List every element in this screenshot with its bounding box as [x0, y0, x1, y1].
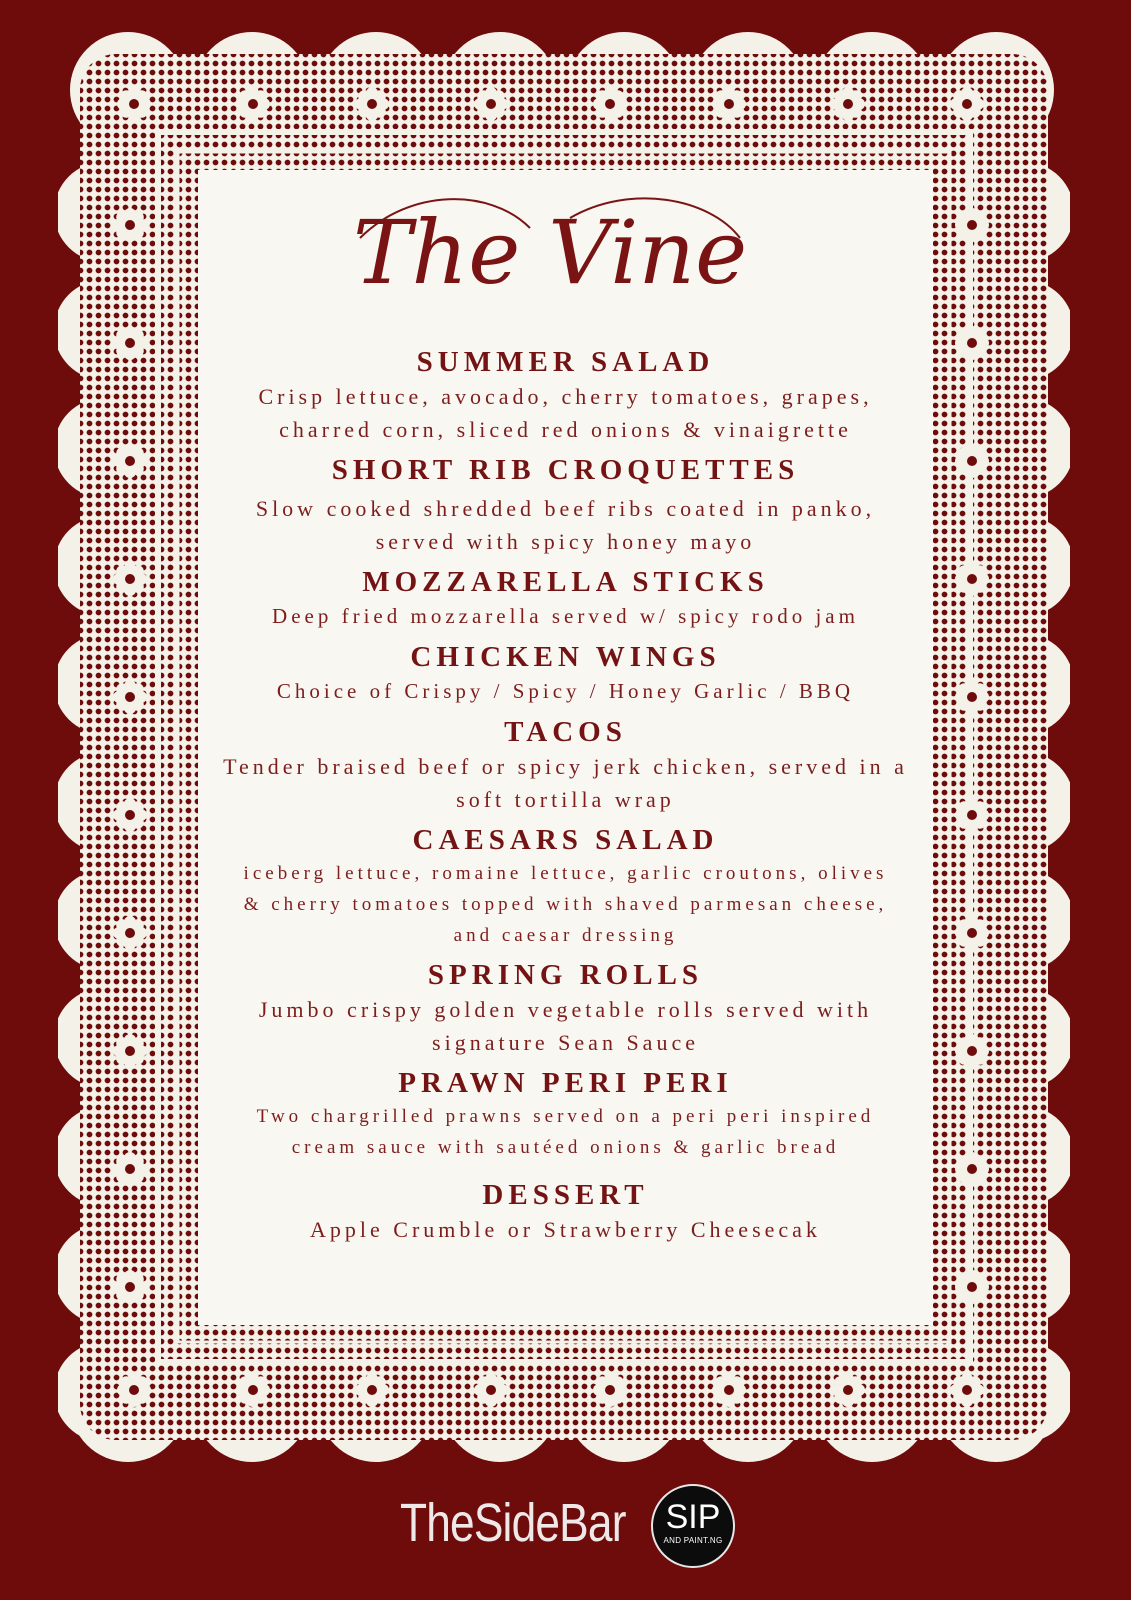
sip-logo [651, 1484, 735, 1568]
brand-title: The Vine [352, 201, 748, 304]
menu-item-description: Apple Crumble or Strawberry Cheesecak [310, 1217, 821, 1242]
menu-item-description: iceberg lettuce, romaine lettuce, garlic croutons, olives & cherry tomatoes topped with shaved parmesan cheese, and caesar dressing [243, 863, 888, 946]
menu-item-description: Choice of Crispy / Spicy / Honey Garlic / BBQ [276, 679, 855, 703]
menu-item [198, 714, 933, 816]
menu-item-description: Tender braised beef or spicy jerk chicken, served in a soft tortilla wrap [223, 754, 908, 812]
menu-list [198, 344, 933, 1252]
menu-item-name: CHICKEN WINGS [410, 641, 721, 673]
menu-item-description: Crisp lettuce, avocado, cherry tomatoes, grapes, charred corn, sliced red onions & vinaigrette [258, 384, 873, 442]
menu-item [198, 1065, 933, 1163]
menu-item-description: Slow cooked shredded beef ribs coated in panko, served with spicy honey mayo [255, 496, 876, 554]
brand-logo [330, 178, 770, 328]
menu-item-name: CAESARS SALAD [412, 824, 719, 856]
sip-logo-sub: AND PAINT.NG [663, 1536, 723, 1545]
menu-item [198, 639, 933, 708]
footer [0, 1480, 1131, 1570]
menu-item [198, 344, 933, 446]
menu-item [198, 822, 933, 951]
menu-item-name: DESSERT [482, 1179, 649, 1211]
menu-item [198, 452, 933, 488]
menu-item-description: Deep fried mozzarella served w/ spicy rodo jam [272, 604, 859, 628]
menu-item-description: Two chargrilled prawns served on a peri peri inspired cream sauce with sautéed onions & garlic bread [256, 1106, 875, 1158]
menu-item [198, 564, 933, 633]
menu-item-name: SHORT RIB CROQUETTES [331, 454, 800, 486]
menu-item-name: PRAWN PERI PERI [398, 1067, 733, 1099]
menu-item-name: SUMMER SALAD [416, 346, 715, 378]
sip-logo-main: SIP [665, 1498, 721, 1536]
menu-item [198, 957, 933, 1059]
menu-item-name: MOZZARELLA STICKS [362, 566, 769, 598]
menu-item-description: Jumbo crispy golden vegetable rolls served with signature Sean Sauce [258, 997, 873, 1055]
menu-item-name: SPRING ROLLS [427, 959, 704, 991]
menu-item [198, 1177, 933, 1246]
thesidebar-logo: TheSideBar [400, 1493, 626, 1553]
menu-item-description-block [198, 492, 933, 558]
menu-item-name: TACOS [504, 716, 627, 748]
